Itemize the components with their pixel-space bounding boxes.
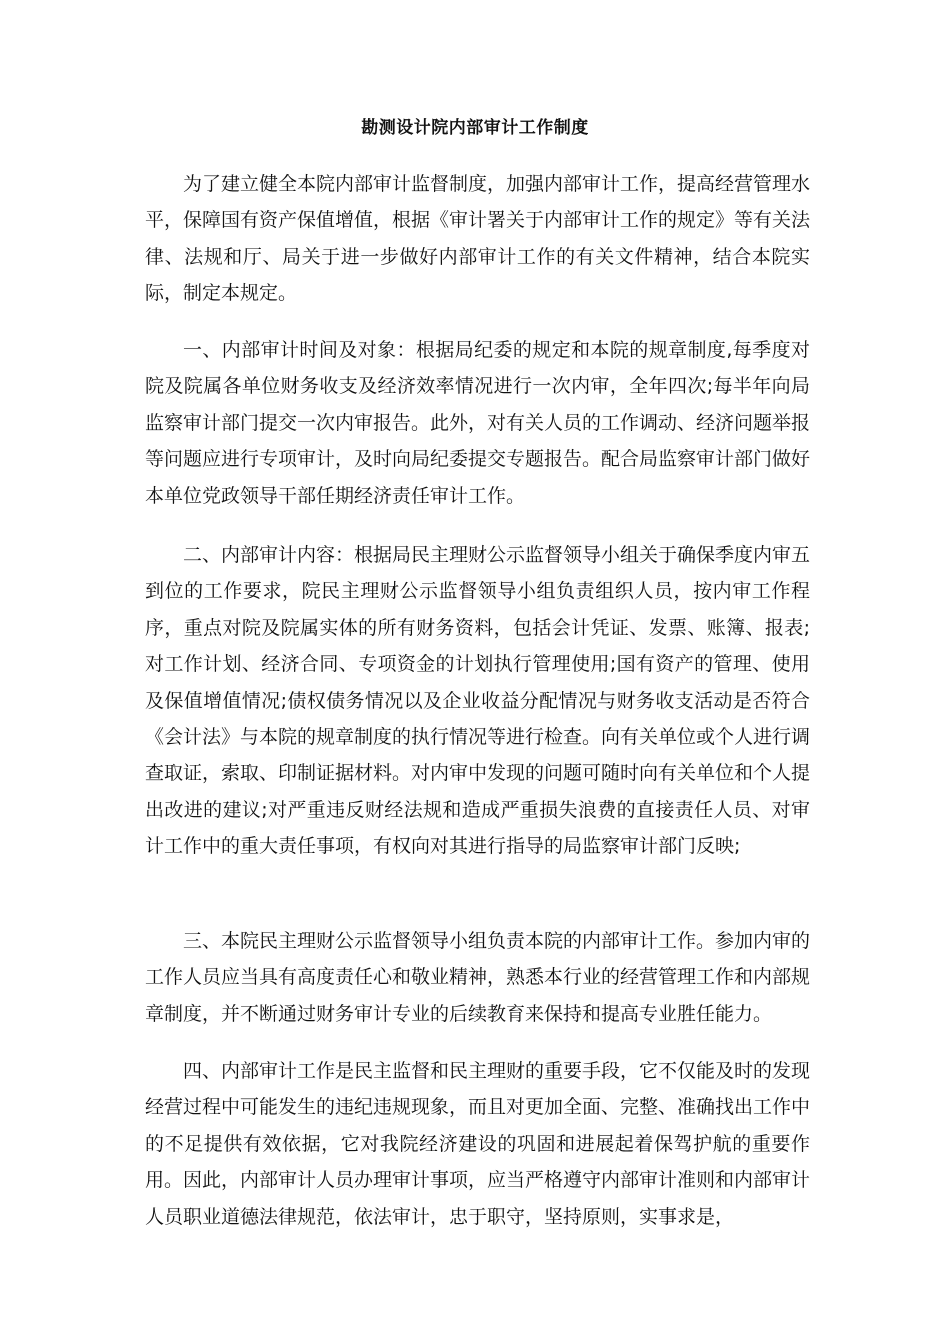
paragraph-section-2: 二、内部审计内容：根据局民主理财公示监督领导小组关于确保季度内审五到位的工作要求，院民主理财公示监督领导小组负责组织人员，按内审工作程序，重点对院及院属实体的所有财务资料，包括会计凭证、发票、账簿、报表;对工作计划、经济合同、专项资金的计划执行管理使用;国有资产的管理、使用及保值增值情况;债权债务情况以及企业收益分配情况与财务收支活动是否符合《会计法》与本院的规章制度的执行情况等进行检查。向有关单位或个人进行调查取证，索取、印制证据材料。对内审中发现的问题可随时向有关单位和个人提出改进的建议;对严重违反财经法规和造成严重损失浪费的直接责任人员、对审计工作中的重大责任事项，有权向对其进行指导的局监察审计部门反映; <box>145 544 811 858</box>
paragraph-section-4: 四、内部审计工作是民主监督和民主理财的重要手段，它不仅能及时的发现经营过程中可能发生的违纪违规现象，而且对更加全面、完整、准确找出工作中的不足提供有效依据，它对我院经济建设的巩固和进展起着保驾护航的重要作用。因此，内部审计人员办理审计事项，应当严格遵守内部审计准则和内部审计人员职业道德法律规范，依法审计，忠于职守，坚持原则，实事求是， <box>145 1060 811 1228</box>
paragraph-section-3: 三、本院民主理财公示监督领导小组负责本院的内部审计工作。参加内审的工作人员应当具有高度责任心和敬业精神，熟悉本行业的经营管理工作和内部规章制度，并不断通过财务审计专业的后续教育来保持和提高专业胜任能力。 <box>145 930 811 1025</box>
document-title: 勘测设计院内部审计工作制度 <box>361 118 589 138</box>
paragraph-section-1: 一、内部审计时间及对象：根据局纪委的规定和本院的规章制度,每季度对院及院属各单位财务收支及经济效率情况进行一次内审，全年四次;每半年向局监察审计部门提交一次内审报告。此外，对有关人员的工作调动、经济问题举报等问题应进行专项审计，及时向局纪委提交专题报告。配合局监察审计部门做好本单位党政领导干部任期经济责任审计工作。 <box>145 339 811 507</box>
paragraph-intro: 为了建立健全本院内部审计监督制度，加强内部审计工作，提高经营管理水平，保障国有资产保值增值，根据《审计署关于内部审计工作的规定》等有关法律、法规和厅、局关于进一步做好内部审计工作的有关文件精神，结合本院实际，制定本规定。 <box>145 173 811 305</box>
